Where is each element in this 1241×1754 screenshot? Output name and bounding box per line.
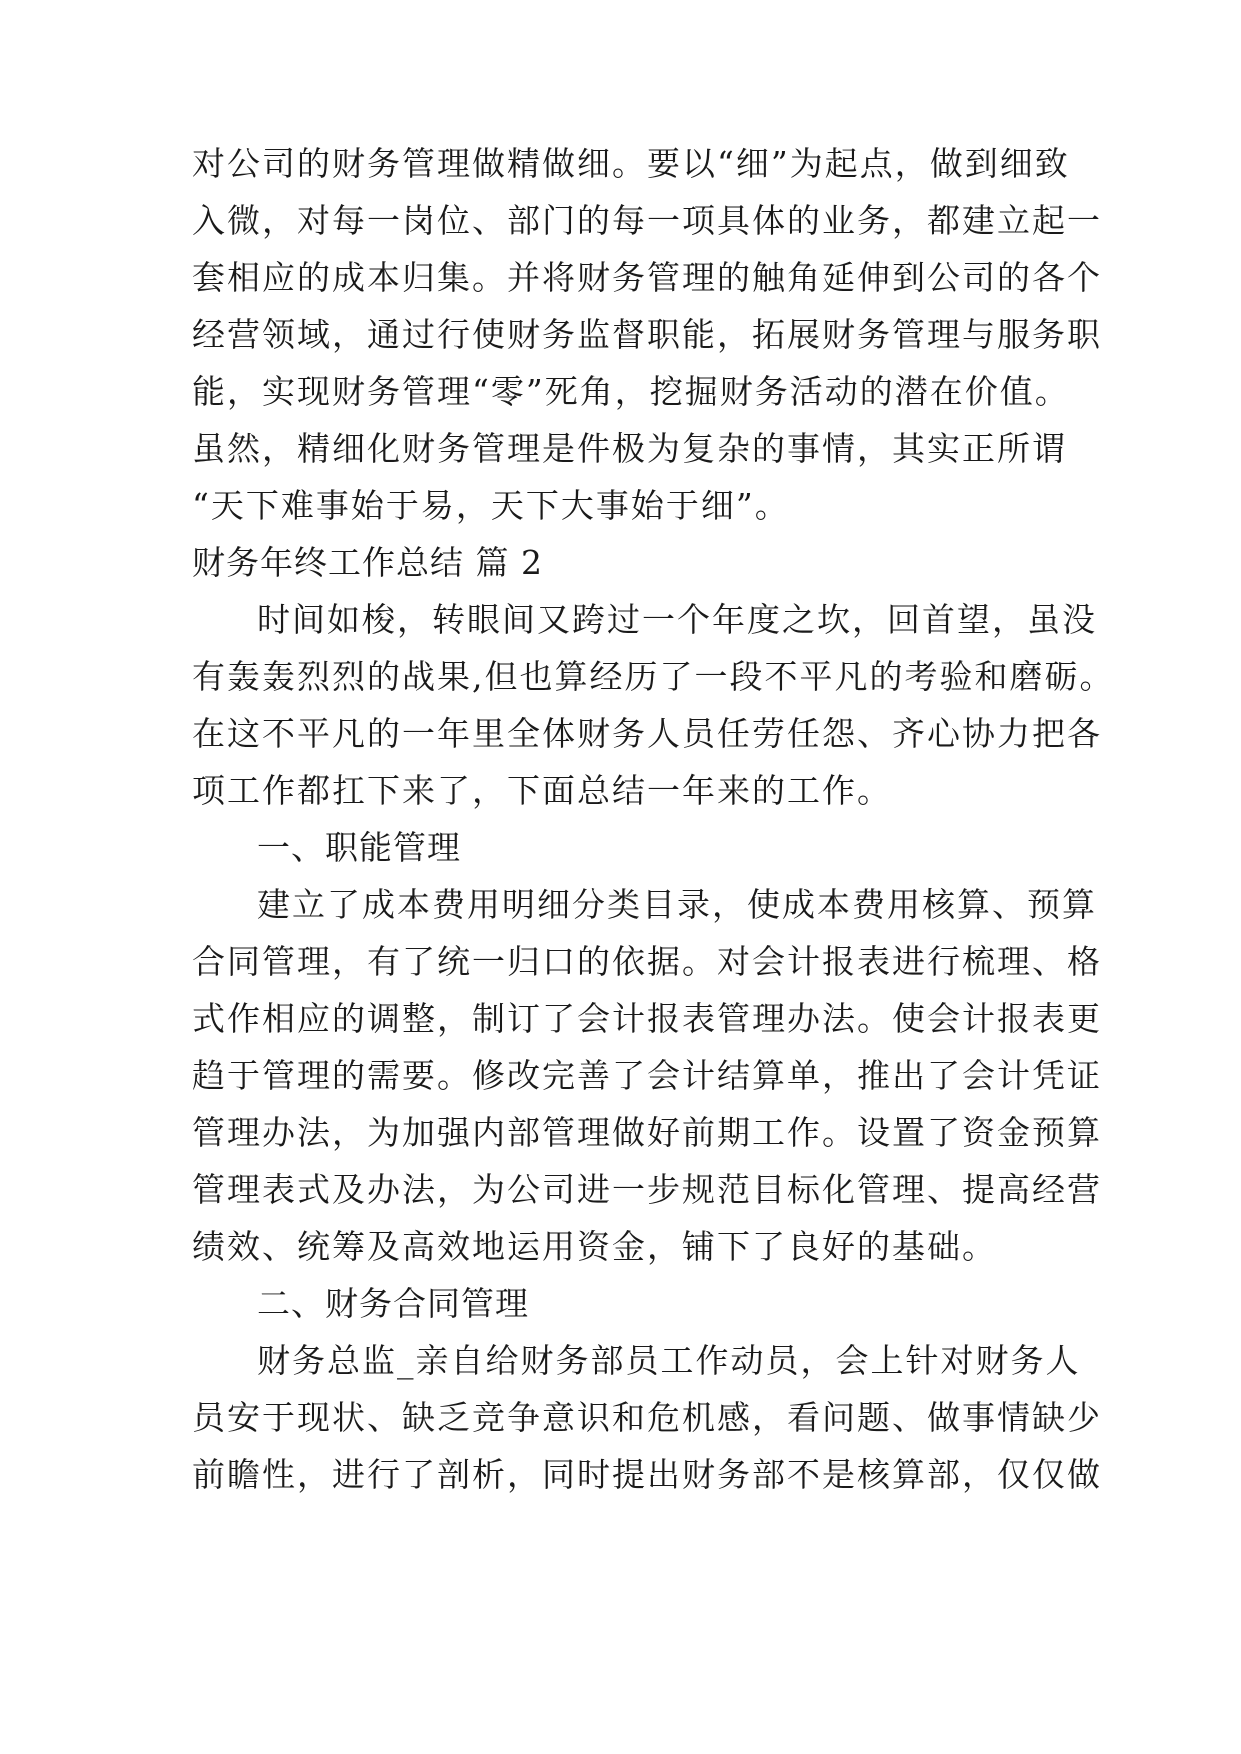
section-title: 财务年终工作总结 篇 2 [192,543,543,582]
paragraph-line: 套相应的成本归集。并将财务管理的触角延伸到公司的各个 [192,258,1102,297]
paragraph-line: 在这不平凡的一年里全体财务人员任劳任怨、齐心协力把各 [192,714,1102,753]
subsection-title: 二、财务合同管理 [257,1284,529,1323]
paragraph-line: 时间如梭，转眼间又跨过一个年度之坎，回首望，虽没 [257,600,1097,639]
paragraph-line: 经营领域，通过行使财务监督职能，拓展财务管理与服务职 [192,315,1102,354]
subsection-title: 一、职能管理 [257,828,461,867]
paragraph-line: 财务总监_亲自给财务部员工作动员，会上针对财务人 [257,1341,1081,1380]
paragraph-line: 对公司的财务管理做精做细。要以“细”为起点，做到细致 [192,144,1070,183]
paragraph-line: 员安于现状、缺乏竞争意识和危机感，看问题、做事情缺少 [192,1398,1102,1437]
paragraph-line: 绩效、统筹及高效地运用资金，铺下了良好的基础。 [192,1227,997,1266]
paragraph-line: 项工作都扛下来了，下面总结一年来的工作。 [192,771,892,810]
paragraph-line: “天下难事始于易，天下大事始于细”。 [192,486,790,525]
paragraph-line: 虽然，精细化财务管理是件极为复杂的事情，其实正所谓 [192,429,1067,468]
paragraph-line: 前瞻性，进行了剖析，同时提出财务部不是核算部，仅仅做 [192,1455,1102,1494]
paragraph-line: 式作相应的调整，制订了会计报表管理办法。使会计报表更 [192,999,1102,1038]
paragraph-line: 合同管理，有了统一归口的依据。对会计报表进行梳理、格 [192,942,1102,981]
paragraph-line: 管理办法，为加强内部管理做好前期工作。设置了资金预算 [192,1113,1102,1152]
paragraph-line: 建立了成本费用明细分类目录，使成本费用核算、预算 [257,885,1097,924]
paragraph-line: 能，实现财务管理“零”死角，挖掘财务活动的潜在价值。 [192,372,1070,411]
paragraph-line: 有轰轰烈烈的战果,但也算经历了一段不平凡的考验和磨砺。 [192,657,1115,696]
paragraph-line: 趋于管理的需要。修改完善了会计结算单，推出了会计凭证 [192,1056,1102,1095]
paragraph-line: 入微，对每一岗位、部门的每一项具体的业务，都建立起一 [192,201,1102,240]
paragraph-line: 管理表式及办法，为公司进一步规范目标化管理、提高经营 [192,1170,1102,1209]
